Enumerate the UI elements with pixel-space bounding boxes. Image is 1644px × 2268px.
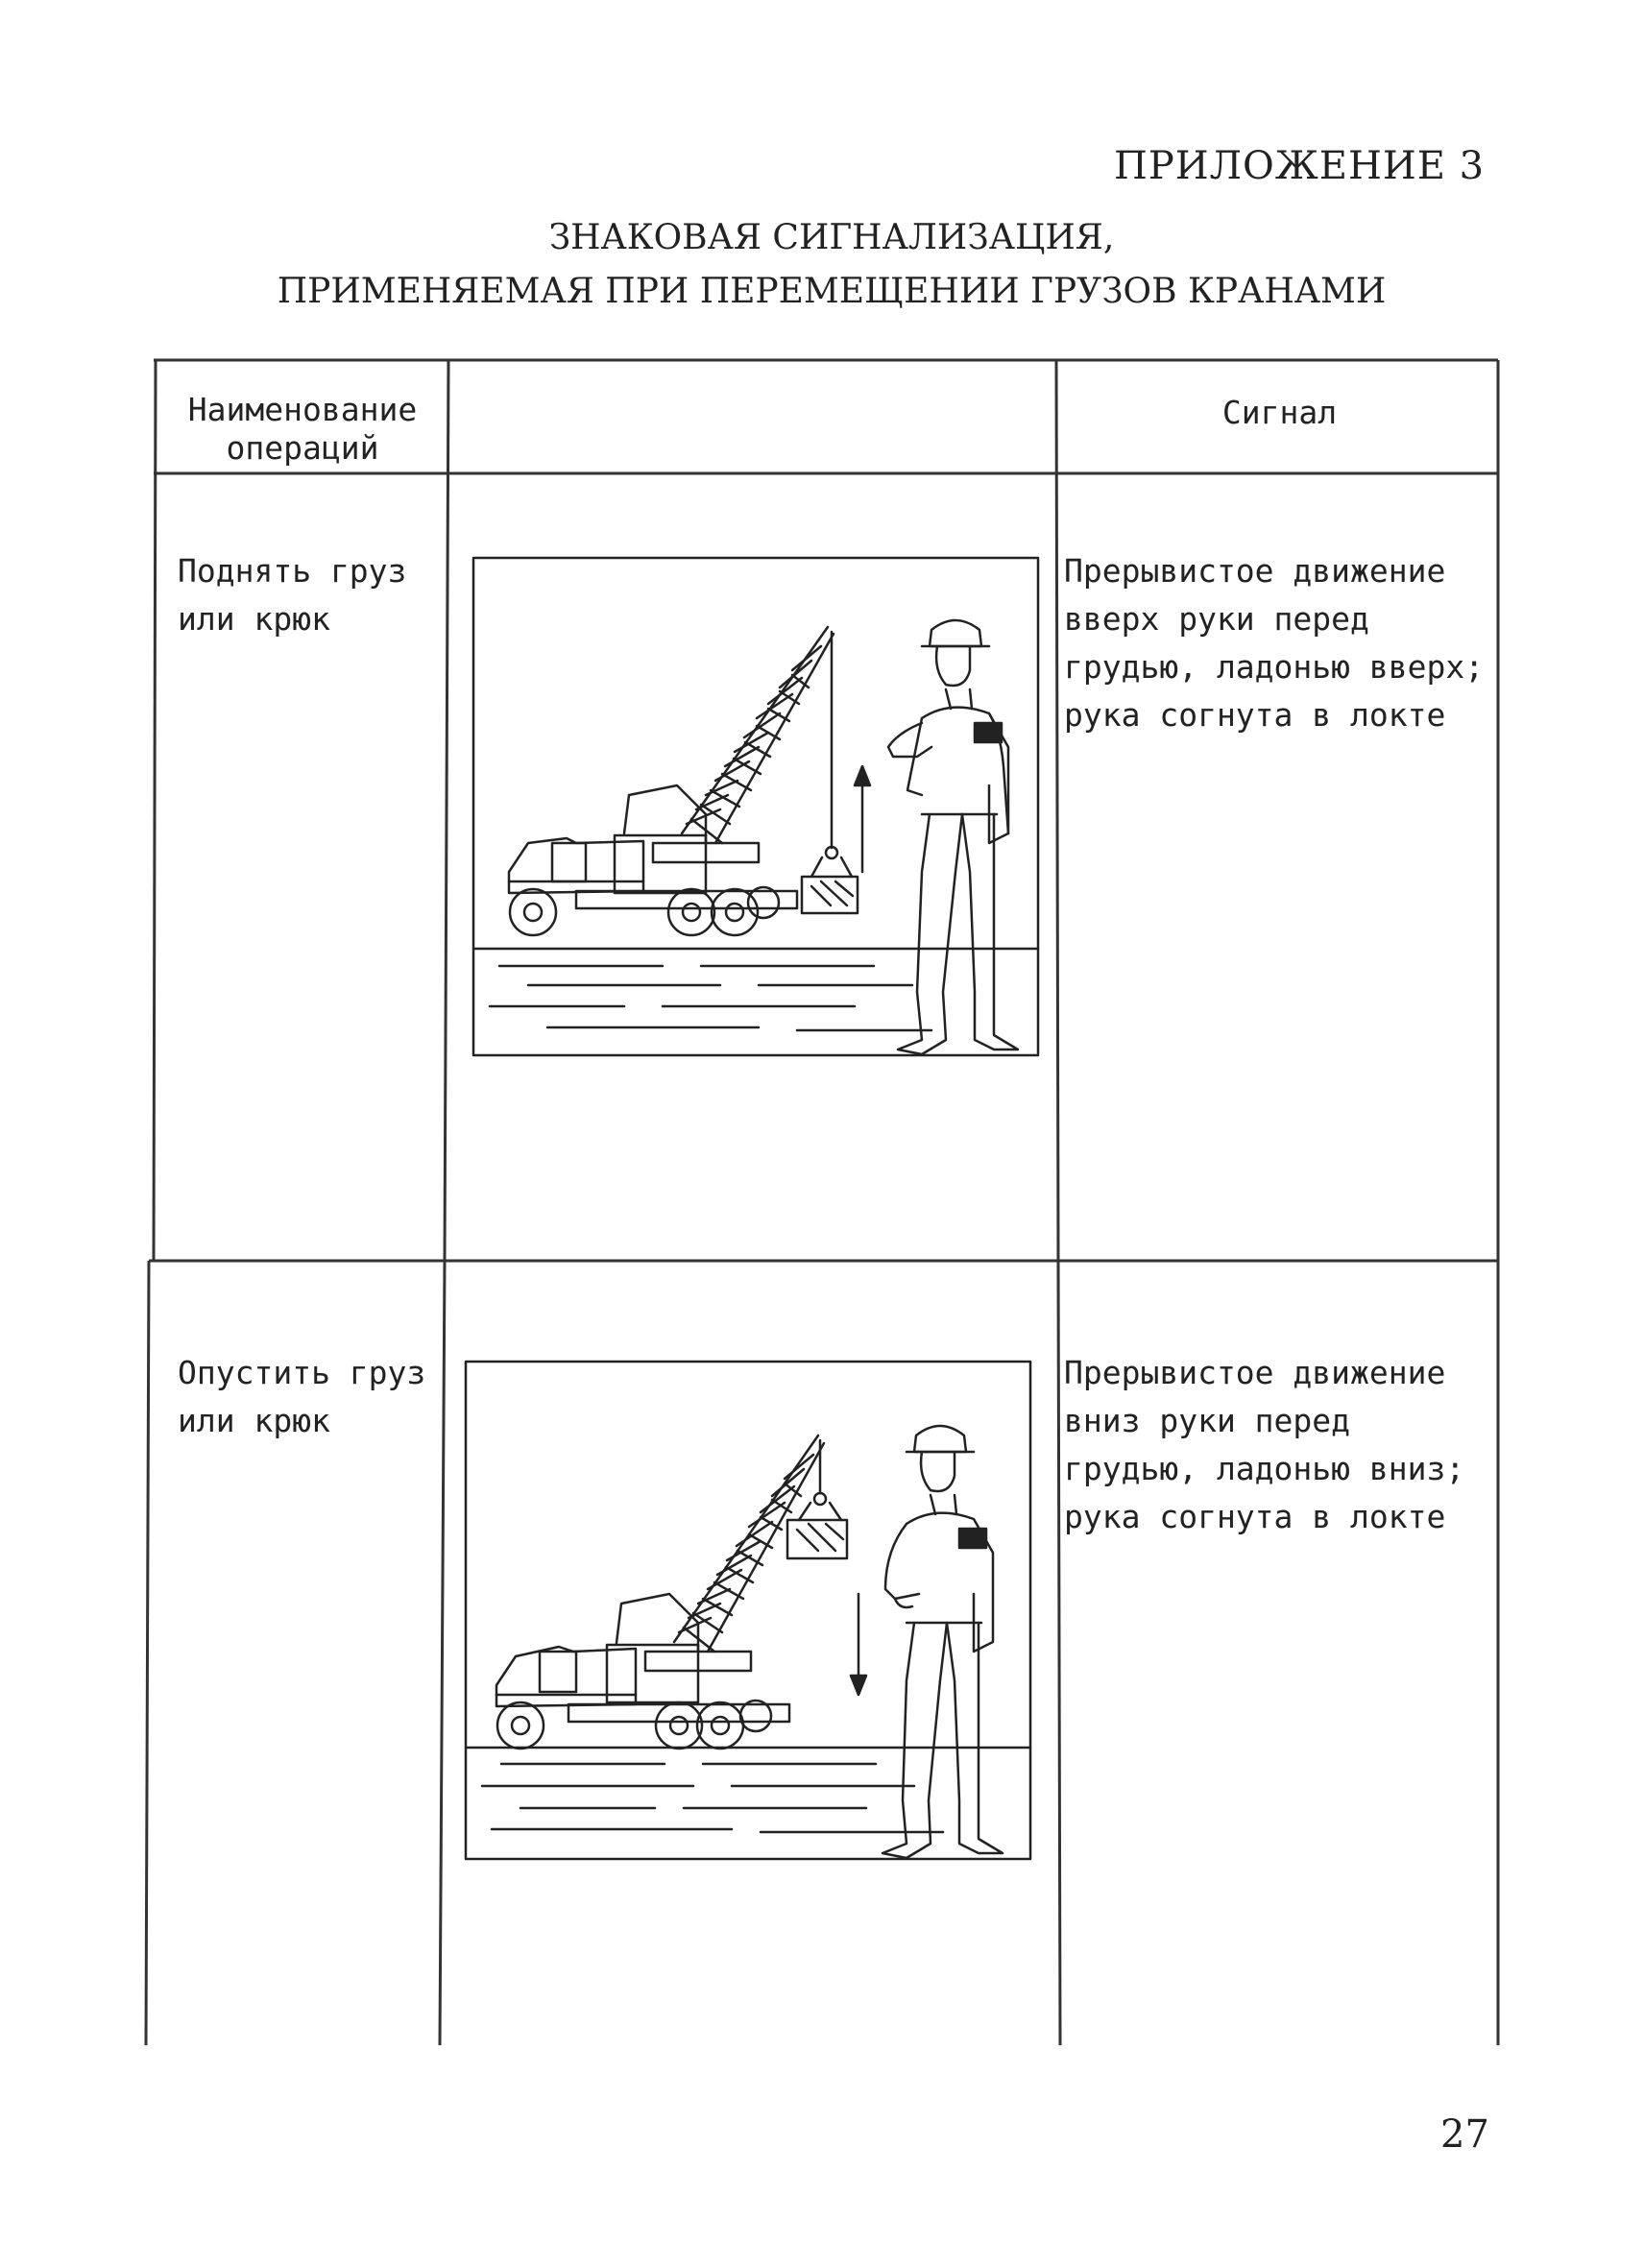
header-operation: Наименование операций [187,391,418,467]
page-number: 27 [1440,2112,1489,2157]
appendix-label: ПРИЛОЖЕНИЕ 3 [1114,144,1486,188]
row-2-signal: Прерывистое движение вниз руки перед грудью, ладонью вниз; рука согнута в локте [1064,1354,1465,1535]
header-signal: Сигнал [1221,394,1338,431]
title-line-2: ПРИМЕНЯЕМАЯ ПРИ ПЕРЕМЕЩЕНИИ ГРУЗОВ КРАНАМИ [277,272,1387,311]
row-1-signal: Прерывистое движение вверх руки перед грудью, ладонью вверх; рука согнута в локте [1064,552,1485,734]
row-1-operation: Поднять груз или крюк [178,552,407,638]
row-2-operation: Опустить груз или крюк [178,1354,426,1439]
title-line-1: ЗНАКОВАЯ СИГНАЛИЗАЦИЯ, [548,218,1115,257]
crane-raise-illustration [471,555,1042,1059]
crane-lower-illustration [463,1359,1034,1863]
